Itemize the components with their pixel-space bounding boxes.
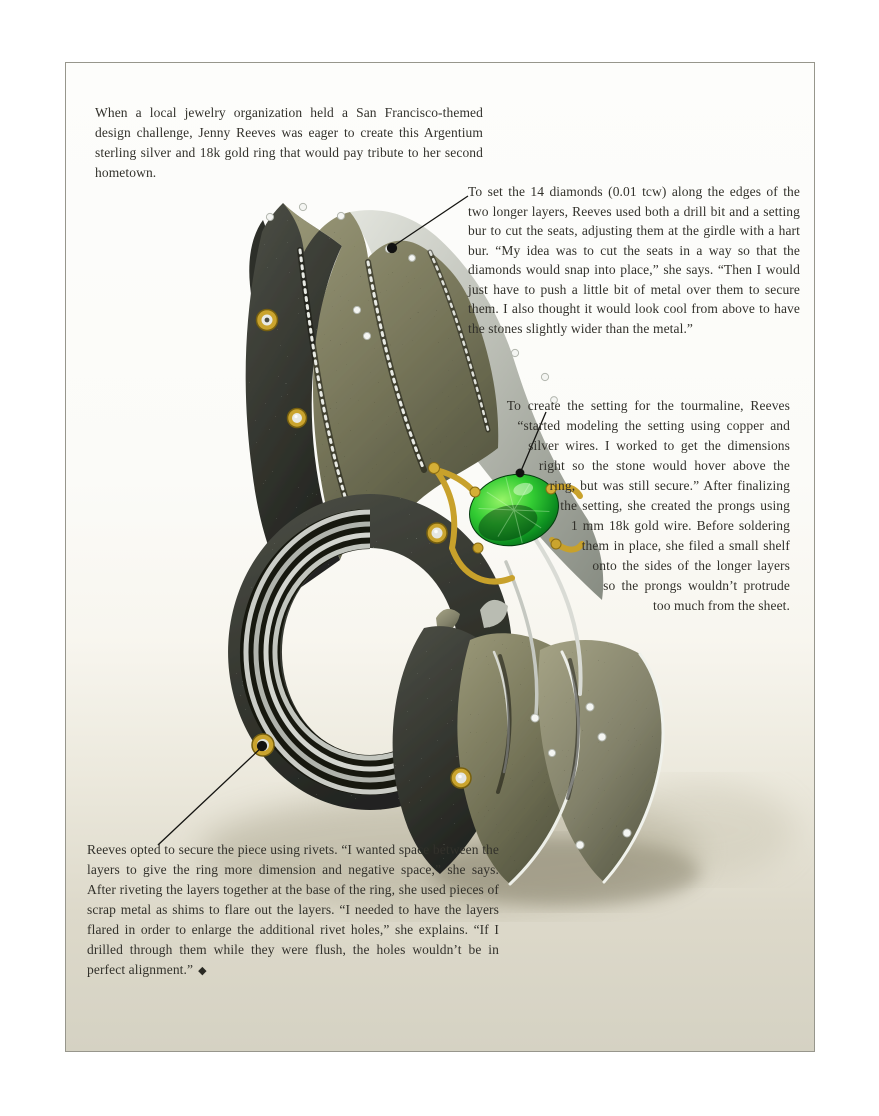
end-of-article-icon: ◆ [198,965,207,977]
callout-dot-diamonds [388,244,397,253]
rivet [427,523,447,543]
intro-paragraph [95,103,483,183]
intro-text: When a local jewelry organization held a San Francisco-themed design challenge, Jenny Reeves was eager to create this Argentium sterling silver and 18k gold ring that would pay tribute to her second hometown. [95,105,483,180]
diamond-callout-paragraph [468,182,800,338]
rivet-callout-text: Reeves opted to secure the piece using rivets. “I wanted space between the layers to give the ring more dimension and negative space,” she says. After riveting the layers together at the base of the ring, she used pieces of scrap metal as shims to flare out the layers. “I needed to have the layers flared in order to enlarge the additional rivet holes,” she explains. “If I drilled through them while they were flush, the holes wouldn’t be in perfect alignment.” [87,842,499,977]
prong-tip [473,543,483,553]
rivet [257,310,278,331]
rivet [288,409,307,428]
callout-dot-rivets [258,742,267,751]
rivet [451,768,471,788]
gold-wire-ball [429,463,440,474]
prong-tip [470,487,480,497]
tourmaline-callout-text: To create the setting for the tourmaline, Reeves “started modeling the setting using copper and silver wires. I worked to get the dimensions right so the stone would hover above the ring, but was still secure.” After finalizing the setting, she created the prongs using 1 mm 18k gold wire. Before soldering them in place, she filed a small shelf onto the sides of the longer layers so the prongs wouldn’t protrude too much from the sheet. [506,398,790,613]
rivet-callout-paragraph [87,840,499,981]
tourmaline-callout-paragraph [496,396,790,676]
diamond-callout-text: To set the 14 diamonds (0.01 tcw) along the edges of the two longer layers, Reeves used both a drill bit and a setting bur to cut the seats, adjusting them at the girdle with a hart bur. “My idea was to cut the seats in a way so that the diamonds would snap into place,” she says. “Then I would just have to push a little bit of metal over them to secure them. I also thought it would look cool from above to have the stones slightly wider than the metal.” [468,184,800,336]
